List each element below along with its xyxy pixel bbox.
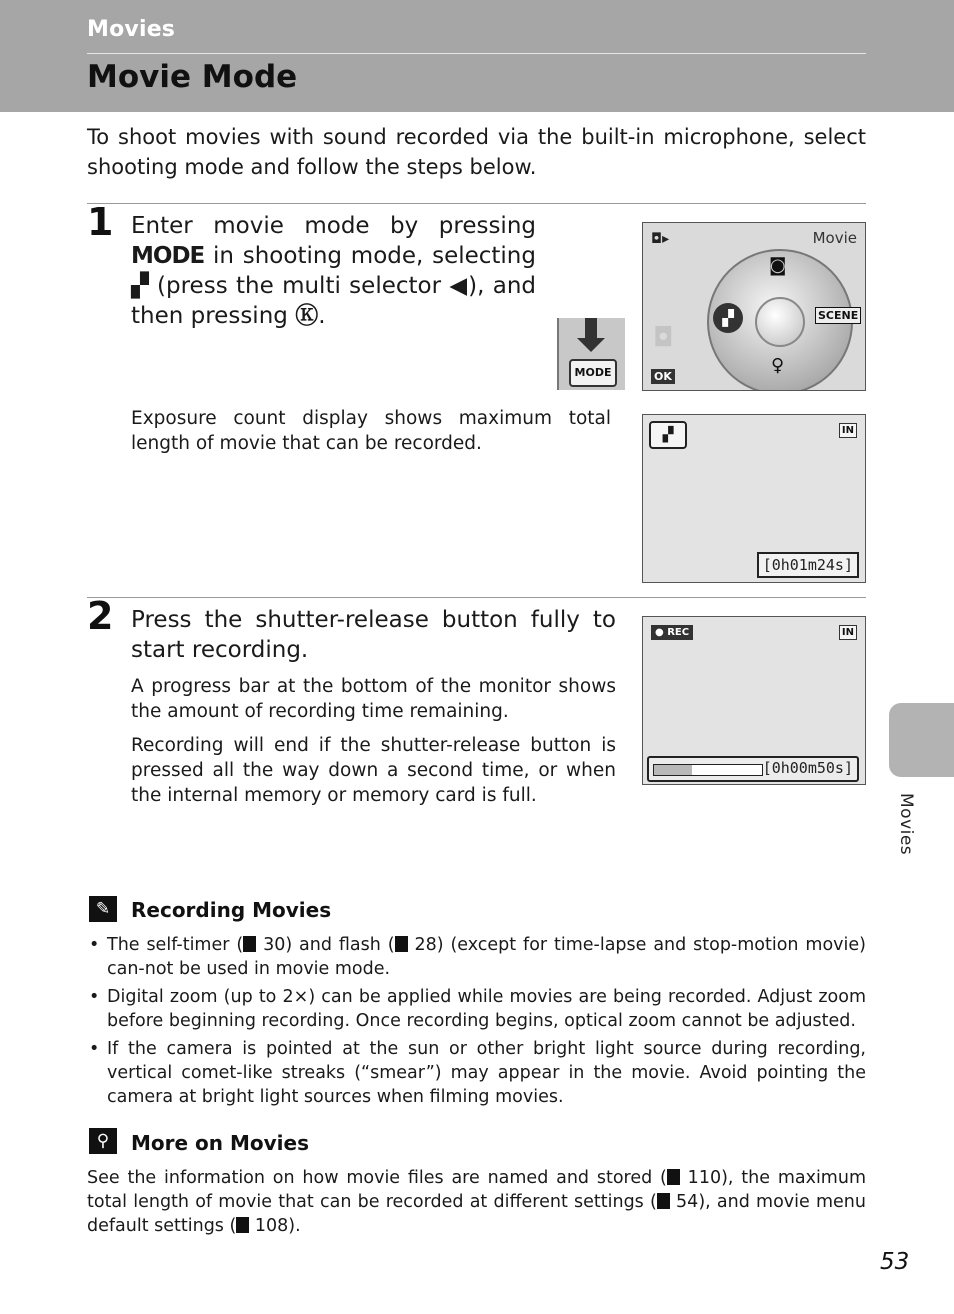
body-text: See the information on how movie files are named and stored (: [87, 1168, 667, 1188]
camera-icon: ◘▸: [651, 231, 670, 247]
body-text: 110), the maximum total length of movie that can be recorded at different settings (: [87, 1168, 866, 1212]
scene-icon: SCENE: [815, 307, 861, 324]
recording-progress-bar: [647, 756, 859, 782]
mode-button-illustration: [557, 318, 625, 390]
monitor-movie-standby: [642, 414, 866, 583]
step2-number: 2: [87, 594, 114, 638]
ok-badge: OK: [651, 369, 675, 384]
list-item: [87, 933, 866, 981]
camera-icon: ◙: [769, 255, 787, 276]
intro-paragraph: To shoot movies with sound recorded via the built-in microphone, select shooting mode and follow the steps below.: [87, 125, 866, 179]
step1-title-text: ), and then pressing: [131, 273, 536, 329]
page-number: 53: [880, 1249, 910, 1275]
step1-body: Exposure count display shows maximum total length of movie that can be recorded.: [131, 408, 611, 454]
step1-title-text: (press the multi selector: [148, 273, 450, 299]
step1-number: 1: [87, 200, 114, 244]
recording-indicator: ● REC: [651, 625, 693, 640]
progress-track: [653, 764, 763, 776]
ok-button-icon: Ⓚ: [295, 303, 319, 329]
recording-note-title: Recording Movies: [131, 898, 332, 922]
magnifier-note-icon: ⚲: [89, 1128, 117, 1154]
list-item-text: 28) (except for time-lapse and stop-motion movie) can-not be used in movie mode.: [107, 935, 866, 979]
header-divider: [87, 53, 866, 54]
page-title: Movie Mode: [87, 59, 298, 95]
list-item: • If the camera is pointed at the sun or other bright light source during recording, vertical comet-like streaks (“smear”) may appear in the movie. Avoid pointing the camera at bright light sources when filming movies.: [87, 1037, 866, 1109]
internal-memory-icon: IN: [839, 625, 857, 640]
monitor-recording: [642, 616, 866, 785]
remaining-time: [0h00m50s]: [762, 759, 853, 777]
arrow-down-icon-head: [577, 338, 605, 352]
step2-body-1: A progress bar at the bottom of the monitor shows the amount of recording time remaining.: [131, 676, 616, 722]
dial-center: [755, 297, 805, 347]
section-label: Movies: [87, 17, 176, 42]
internal-memory-icon: IN: [839, 423, 857, 438]
list-item-text: The self-timer (: [107, 935, 244, 955]
more-note-title: More on Movies: [131, 1131, 309, 1155]
step2-divider: [87, 597, 866, 598]
recording-note-list: [87, 933, 866, 1113]
chapter-tab: [889, 703, 954, 777]
page-reference-icon: [657, 1193, 670, 1209]
step2-body-2: Recording will end if the shutter-release button is pressed all the way down a second time, or when the internal memory or memory card is full.: [131, 735, 616, 806]
movie-mode-icon: ▞: [649, 421, 687, 449]
movie-mode-icon: ▞: [713, 303, 743, 333]
movie-mode-icon: ▞: [131, 273, 149, 299]
pencil-note-icon: ✎: [89, 896, 117, 922]
body-text: 54), and movie menu default settings (: [87, 1192, 866, 1236]
step1-title-text: in shooting mode, selecting: [204, 243, 536, 269]
more-note-body: [87, 1166, 866, 1238]
list-item-text: 30) and flash (: [256, 935, 395, 955]
mode-name-label: Movie: [812, 229, 857, 247]
step1-title: [131, 211, 536, 331]
mode-button-glyph: MODE: [131, 243, 205, 269]
monitor-mode-selection: [642, 222, 866, 391]
step1-title-text: Enter movie mode by pressing: [131, 213, 536, 239]
body-text: 108).: [249, 1216, 301, 1236]
arrow-down-icon: [585, 318, 597, 340]
page-header: [0, 0, 954, 112]
page-reference-icon: [243, 936, 256, 952]
page-reference-icon: [667, 1169, 680, 1185]
microphone-icon: ♀: [771, 355, 785, 376]
step1-title-text: .: [318, 303, 326, 329]
multi-selector-left-icon: ◀: [449, 273, 469, 299]
step2-title: Press the shutter-release button fully to start recording.: [131, 607, 616, 663]
chapter-tab-label: Movies: [896, 793, 916, 856]
step1-divider: [87, 203, 866, 204]
mode-key: MODE: [569, 359, 617, 387]
progress-fill: [654, 765, 692, 775]
list-item: • Digital zoom (up to 2×) can be applied while movies are being recorded. Adjust zoom before beginning recording. Once recording begins, optical zoom cannot be adjusted.: [87, 985, 866, 1033]
remaining-time: [0h01m24s]: [757, 552, 859, 578]
page-reference-icon: [395, 936, 408, 952]
multi-selector-dial: [707, 249, 859, 391]
camera-icon: ◘: [653, 323, 674, 353]
page-reference-icon: [236, 1217, 249, 1233]
